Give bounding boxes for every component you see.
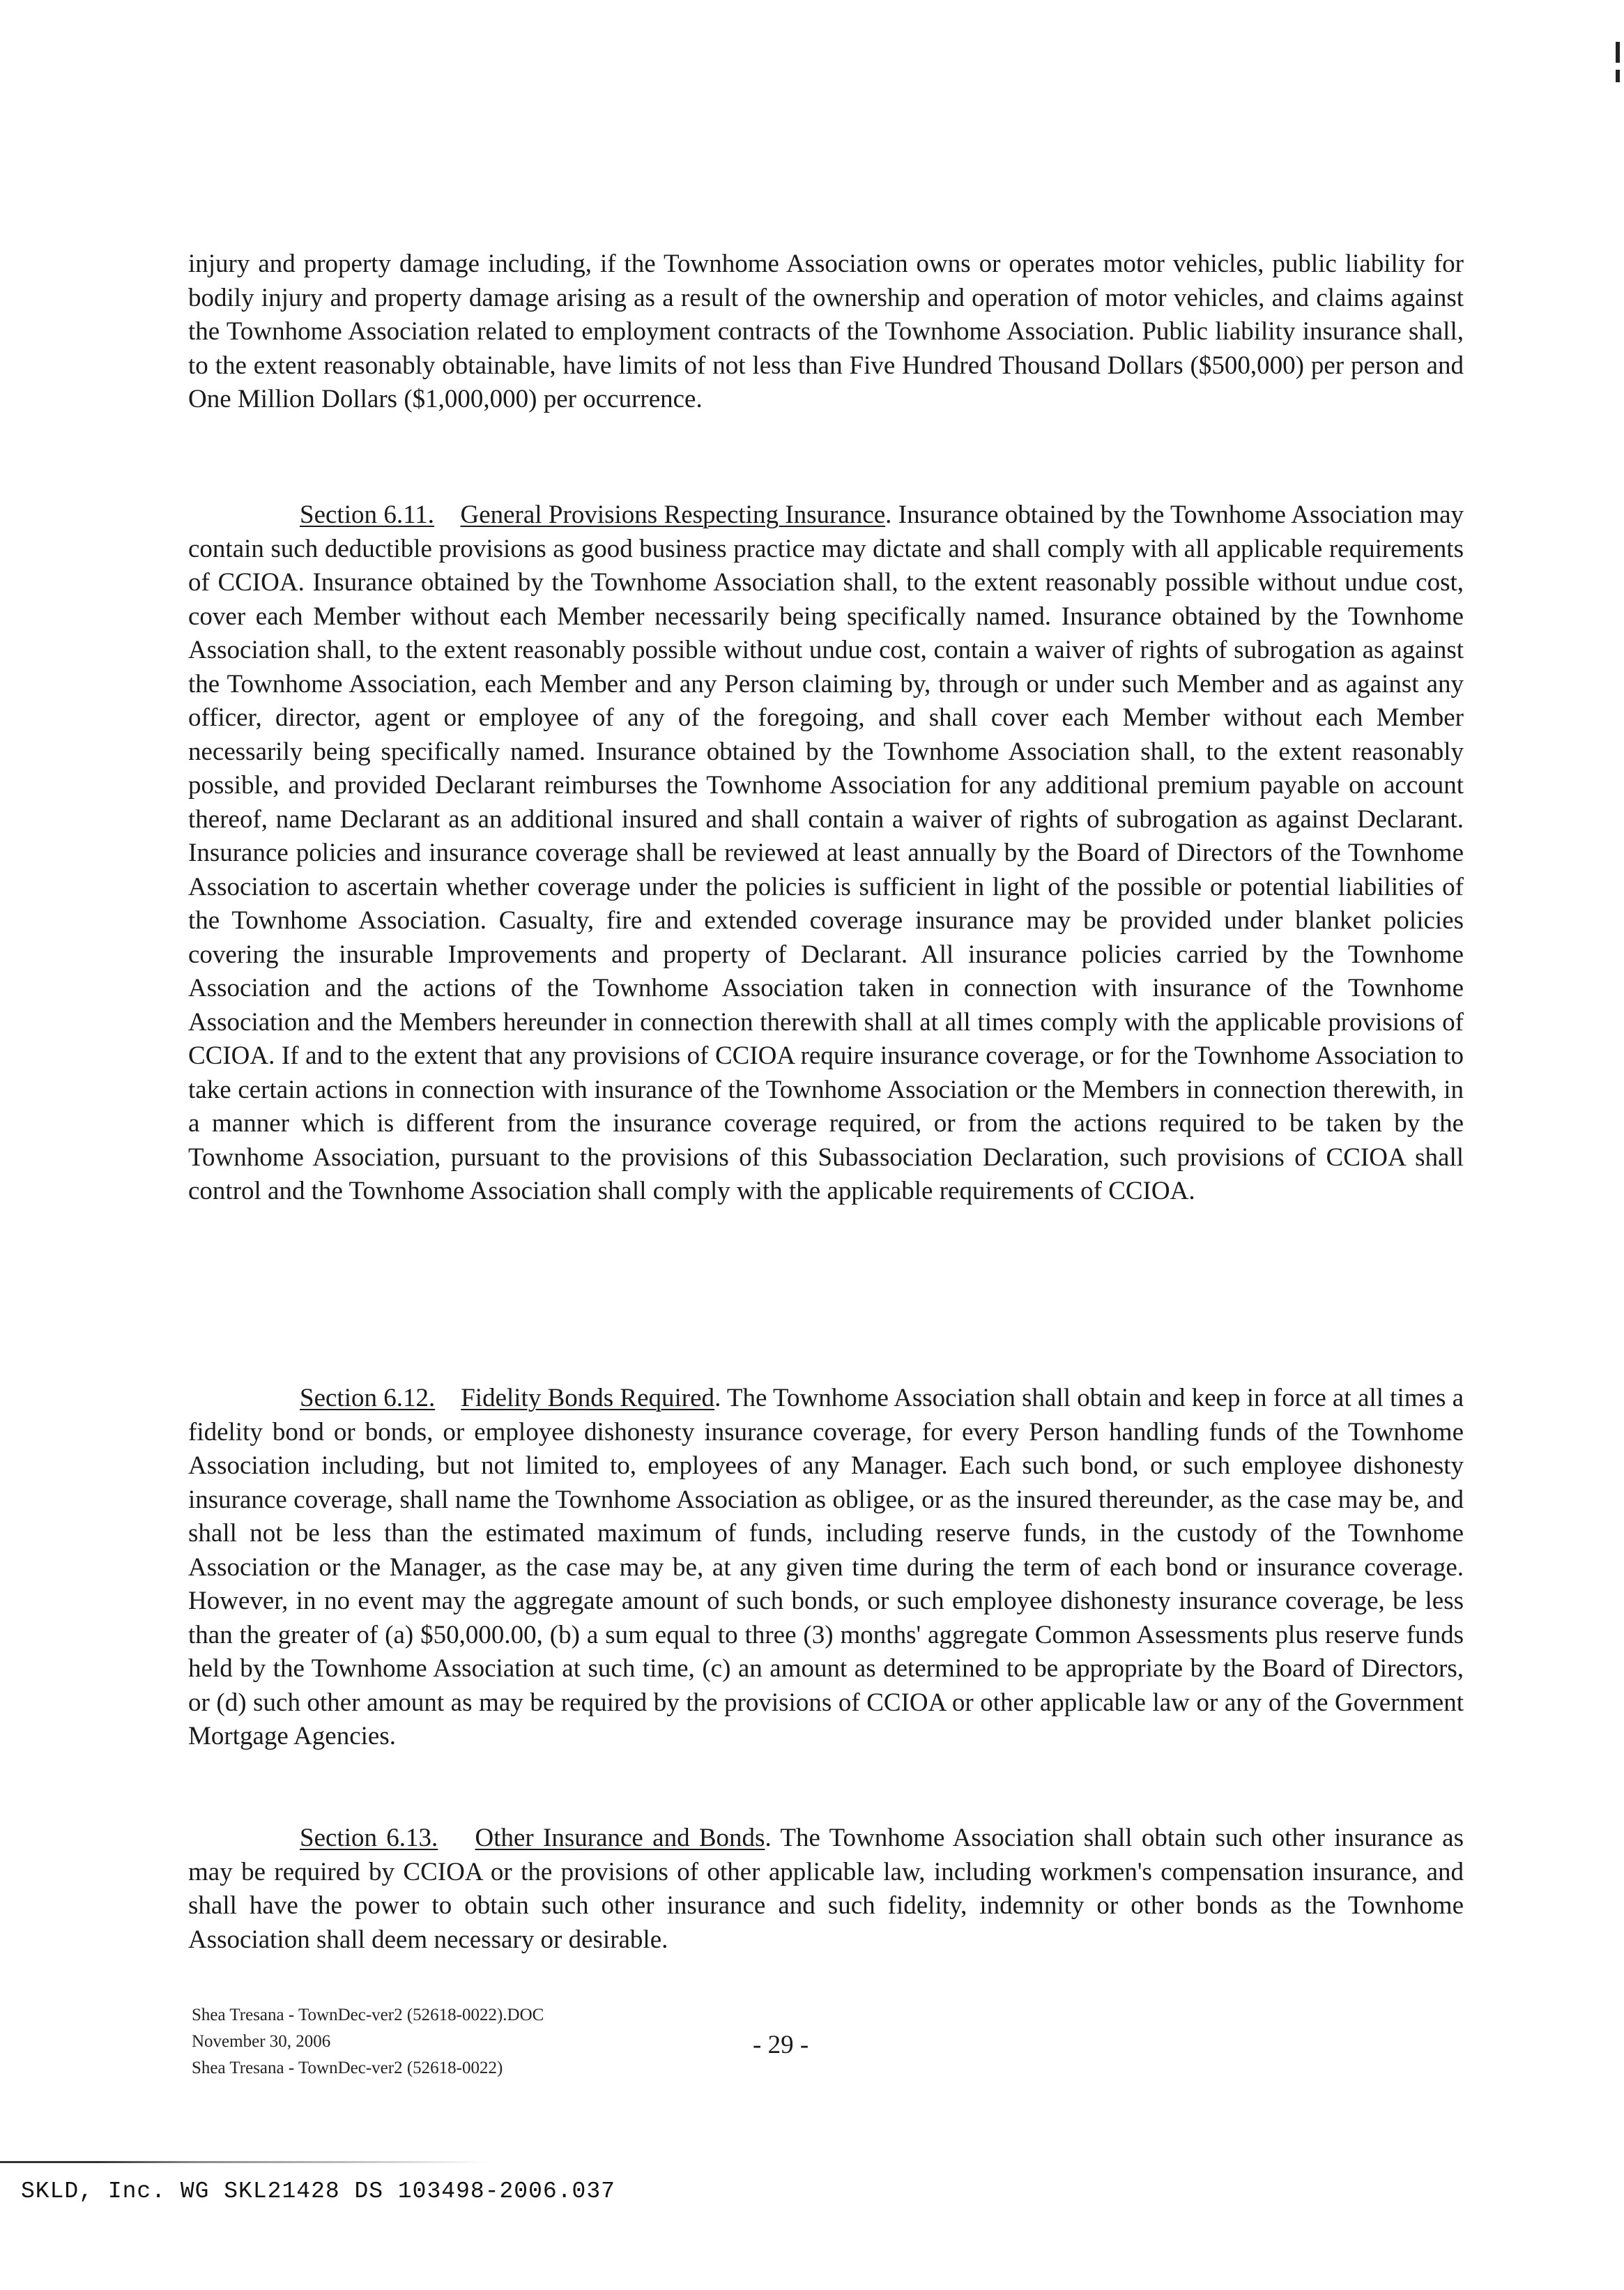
section-title: General Provisions Respecting Insurance: [460, 501, 886, 529]
document-footer: [192, 2002, 544, 2082]
section-number: Section 6.11.: [300, 501, 434, 529]
section-body: . Insurance obtained by the Townhome Association may contain such deductible provisions as good business practice may dictate and shall comply with all applicable requirements of CCIOA. Insurance obtained by the Townhome Association shall, to the extent reasonably possible without undue cost, cover each Member without each Member necessarily being specifically named. Insurance obtained by the Townhome Association shall, to the extent reasonably possible without undue cost, contain a waiver of rights of subrogation as against the Townhome Association, each Member and any Person claiming by, through or under such Member and as against any officer, director, agent or employee of any of the foregoing, and shall cover each Member without each Member necessarily being specifically named. Insurance obtained by the Townhome Association shall, to the extent reasonably possible, and provided Declarant reimburses the Townhome Association for any additional premium payable on account thereof, name Declarant as an additional insured and shall contain a waiver of rights of subrogation as against Declarant. Insurance policies and insurance coverage shall be reviewed at least annually by the Board of Directors of the Townhome Association to ascertain whether coverage under the policies is sufficient in light of the possible or potential liabilities of the Townhome Association. Casualty, fire and extended coverage insurance may be provided under blanket policies covering the insurable Improvements and property of Declarant. All insurance policies carried by the Townhome Association and the actions of the Townhome Association taken in connection with insurance of the Townhome Association and the Members hereunder in connection therewith shall at all times comply with the applicable provisions of CCIOA. If and to the extent that any provisions of CCIOA require insurance coverage, or for the Townhome Association to take certain actions in connection with insurance of the Townhome Association or the Members in connection therewith, in a manner which is different from the insurance coverage required, or from the actions required to be taken by the Townhome Association, pursuant to the provisions of this Subassociation Declaration, such provisions of CCIOA shall control and the Townhome Association shall comply with the applicable requirements of CCIOA.: [188, 501, 1464, 1205]
section-title: Other Insurance and Bonds: [475, 1824, 765, 1852]
recording-stamp: SKLD, Inc. WG SKL21428 DS 103498-2006.037: [21, 2178, 615, 2204]
section-body: . The Townhome Association shall obtain such other insurance as may be required by CCIOA or the provisions of other applicable law, including workmen's compensation insurance, and shall have the power to obtain such other insurance and such fidelity, indemnity or other bonds as the Townhome Association shall deem necessary or desirable.: [188, 1824, 1464, 1954]
section-6-13-paragraph: [188, 1822, 1464, 1957]
page-number: - 29 -: [753, 2031, 809, 2059]
scan-edge-mark: [1616, 70, 1620, 82]
scan-divider: [0, 2161, 488, 2163]
footer-filename: Shea Tresana - TownDec-ver2 (52618-0022).DOC: [192, 2006, 544, 2024]
section-body: . The Townhome Association shall obtain and keep in force at all times a fidelity bond or bonds, or employee dishonesty insurance coverage, for every Person handling funds of the Townhome Association including, but not limited to, employees of any Manager. Each such bond, or such employee dishonesty insurance coverage, shall name the Townhome Association as obligee, or as the insured thereunder, as the case may be, and shall not be less than the estimated maximum of funds, including reserve funds, in the custody of the Townhome Association or the Manager, as the case may be, at any given time during the term of each bond or insurance coverage. However, in no event may the aggregate amount of such bonds, or such employee dishonesty insurance coverage, be less than the greater of (a) $50,000.00, (b) a sum equal to three (3) months' aggregate Common Assessments plus reserve funds held by the Townhome Association at such time, (c) an amount as determined to be appropriate by the Board of Directors, or (d) such other amount as may be required by the provisions of CCIOA or other applicable law or any of the Government Mortgage Agencies.: [188, 1384, 1464, 1750]
scan-edge-mark: [1616, 42, 1620, 63]
footer-date: November 30, 2006: [192, 2032, 331, 2051]
section-number: Section 6.12.: [300, 1384, 436, 1412]
section-title: Fidelity Bonds Required: [461, 1384, 715, 1412]
section-6-11-paragraph: [188, 498, 1464, 1209]
section-6-12-paragraph: [188, 1382, 1464, 1754]
continuation-paragraph: injury and property damage including, if the Townhome Association owns or operates motor vehicles, public liability for bodily injury and property damage arising as a result of the ownership and operation of motor vehicles, and claims against the Townhome Association related to employment contracts of the Townhome Association. Public liability insurance shall, to the extent reasonably obtainable, have limits of not less than Five Hundred Thousand Dollars ($500,000) per person and One Million Dollars ($1,000,000) per occurrence.: [188, 250, 1464, 413]
footer-filename-repeat: Shea Tresana - TownDec-ver2 (52618-0022): [192, 2059, 503, 2077]
section-number: Section 6.13.: [300, 1824, 438, 1852]
